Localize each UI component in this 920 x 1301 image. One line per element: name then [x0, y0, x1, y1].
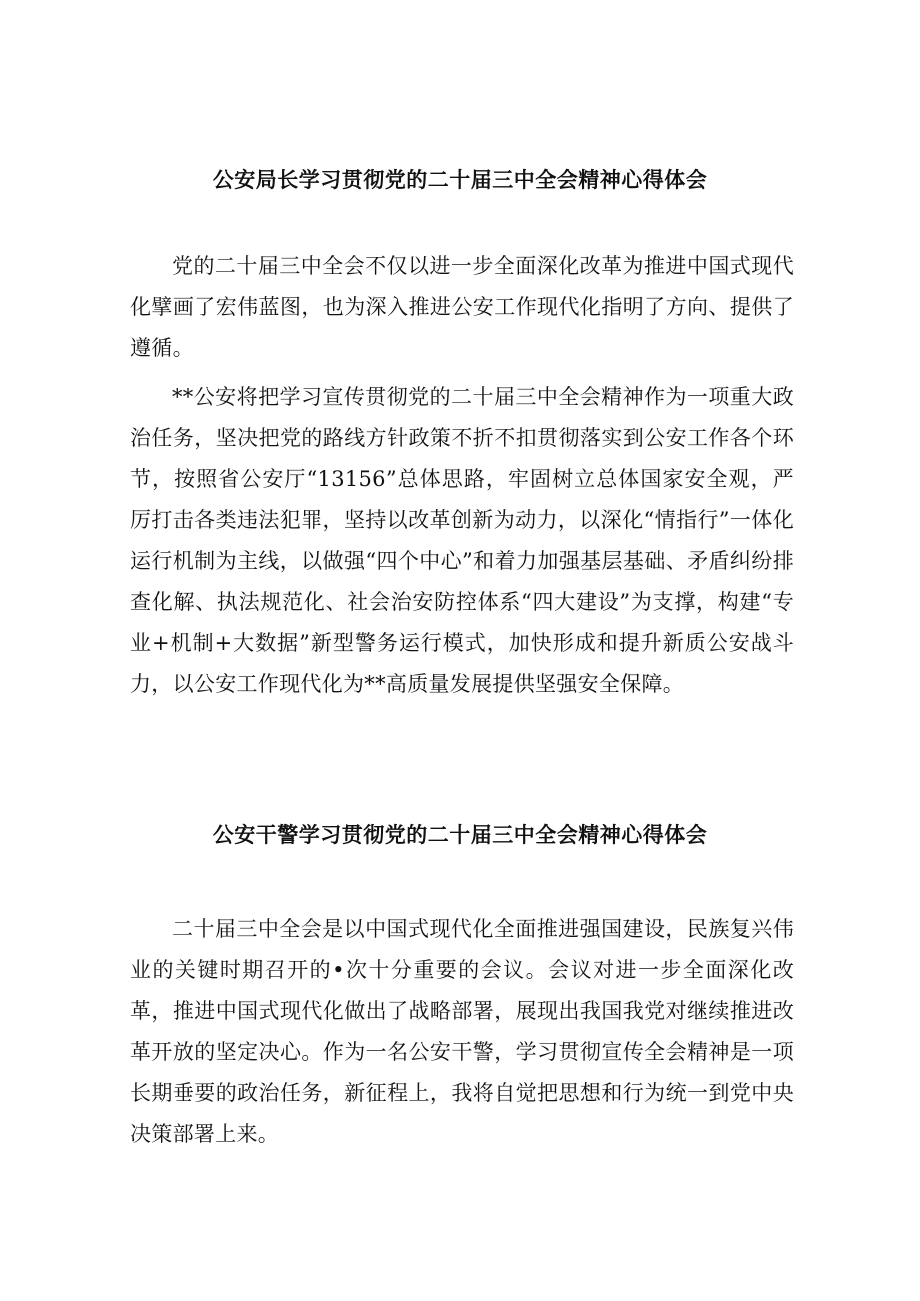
section-1-paragraph-1: 党的二十届三中全会不仅以进一步全面深化改革为推进中国式现代化擘画了宏伟蓝图，也为深入推进公安工作现代化指明了方向、提供了遵循。	[130, 254, 794, 360]
section-1-paragraph-2: **公安将把学习宣传贯彻党的二十届三中全会精神作为一项重大政治任务，坚决把党的路线方针政策不折不扣贯彻落实到公安工作各个环节，按照省公安厅“13156”总体思路，牢固树立总体国家安全观，严厉打击各类违法犯罪，坚持以改革创新为动力，以深化“情指行”一体化运行机制为主线，以做强“四个中心”和着力加强基层基础、矛盾纠纷排查化解、执法规范化、社会治安防控体系“四大建设”为支撑，构建“专业+机制+大数据”新型警务运行模式，加快形成和提升新质公安战斗力，以公安工作现代化为**高质量发展提供坚强安全保障。	[130, 385, 794, 696]
section-1-title: 公安局长学习贯彻党的二十届三中全会精神心得体会	[212, 168, 708, 192]
section-2-paragraph-1: 二十届三中全会是以中国式现代化全面推进强国建设，民族复兴伟业的关键时期召开的•次十分重要的会议。会议对进一步全面深化改革，推进中国式现代化做出了战略部署，展现出我国我党对继续推进改革开放的坚定决心。作为一名公安干警，学习贯彻宣传全会精神是一项长期垂要的政治任务，新征程上，我将自觉把思想和行为统一到党中央决策部署上来。	[130, 917, 794, 1146]
section-2-title: 公安干警学习贯彻党的二十届三中全会精神心得体会	[212, 823, 708, 847]
